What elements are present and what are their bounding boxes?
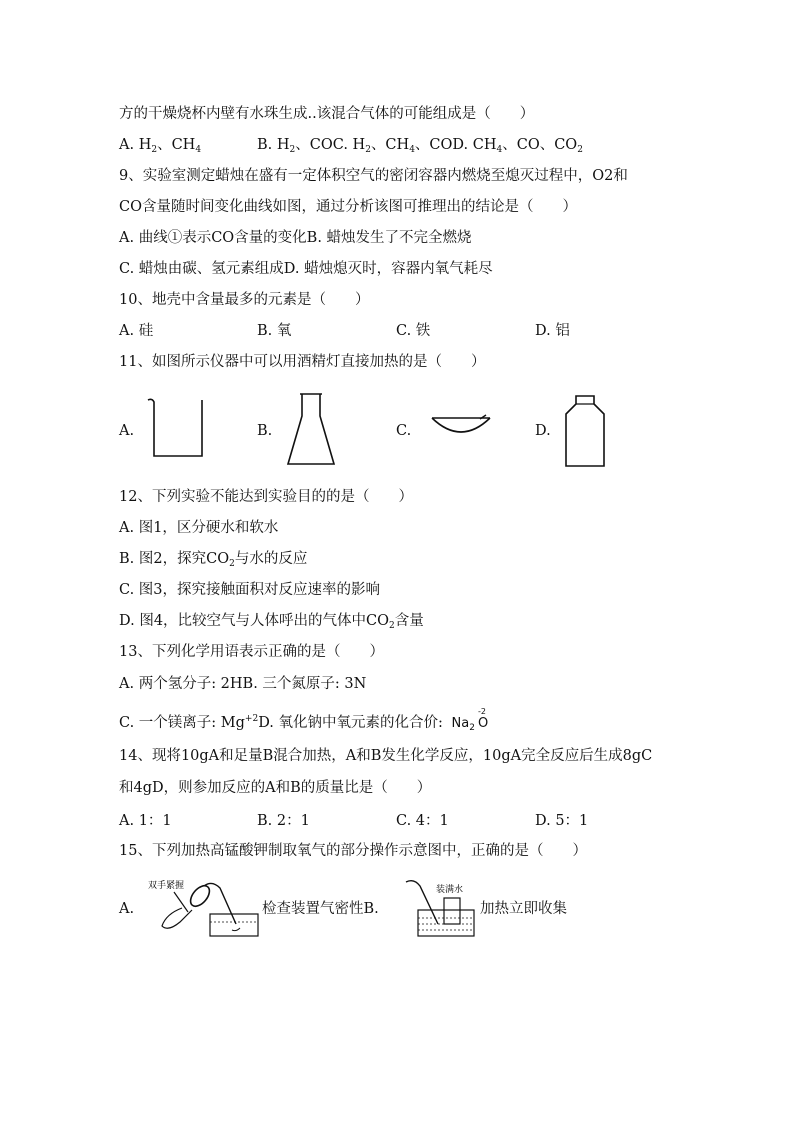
reagent-bottle-icon	[564, 394, 606, 468]
q14-stem-line2: 和4gD，则参加反应的A和B的质量比是（ ）	[119, 780, 432, 796]
q14-stem-line1: 14、现将10gA和足量B混合加热，A和B发生化学反应，10gA完全反应后生成8gC	[119, 748, 653, 764]
conical-flask-icon	[286, 392, 336, 468]
q9-stem-line2: CO含量随时间变化曲线如图，通过分析该图可推理出的结论是（ ）	[119, 199, 577, 215]
q14-option-c: C. 4：1	[396, 813, 449, 829]
q8-option-a: A. $H_2$、$CH_4$	[119, 137, 202, 155]
q13-option-cd: C. 一个镁离子: $Mg^{+2}D$. 氧化钠中氧元素的化合价: $Na_2$ -2 O	[119, 707, 489, 733]
beaker-icon	[146, 396, 206, 460]
q8-stem-tail: 方的干燥烧杯内壁有水珠生成..该混合气体的可能组成是（ ）	[119, 106, 535, 122]
q12-option-d: D. 图4，比较空气与人体呼出的气体中$CO_2$含量	[119, 613, 424, 631]
q14-option-b: B. 2：1	[257, 813, 310, 829]
sodium-oxide-formula: $Na_2$ -2 O	[451, 707, 489, 733]
filled-with-water-label: 装满水	[436, 885, 464, 895]
q12-option-b: B. 图2，探究$CO_2$与水的反应	[119, 551, 308, 569]
q14-option-a: A. 1：1	[119, 813, 172, 829]
q15-option-a: A.	[119, 901, 135, 917]
q11-option-d: D.	[535, 423, 551, 439]
q8-option-bcd: B. $H_2$、COC. $H_2$、$CH_4$、COD. $CH_4$、CO、$CO_2$	[257, 137, 583, 155]
evaporating-dish-icon	[430, 414, 492, 440]
q12-option-c: C. 图3，探究接触面积对反应速率的影响	[119, 582, 381, 598]
q10-stem: 10、地壳中含量最多的元素是（ ）	[119, 292, 370, 308]
q11-stem: 11、如图所示仪器中可以用酒精灯直接加热的是（ ）	[119, 354, 486, 370]
q13-option-ab: A. 两个氢分子: 2HB. 三个氮原子: 3N	[119, 676, 367, 692]
q12-option-a: A. 图1，区分硬水和软水	[119, 520, 279, 536]
q15-stem: 15、下列加热高锰酸钾制取氧气的部分操作示意图中，正确的是（ ）	[119, 843, 587, 859]
q15-option-b-text: 加热立即收集	[480, 901, 567, 917]
gas-collection-diagram	[400, 878, 476, 940]
q10-option-b: B. 氧	[257, 323, 292, 339]
q13-stem: 13、下列化学用语表示正确的是（ ）	[119, 644, 384, 660]
q15-option-a-text: 检查装置气密性B.	[262, 901, 379, 917]
q11-option-a: A.	[119, 423, 135, 439]
q11-option-c: C.	[396, 423, 412, 439]
hold-tube-label: 双手紧握	[148, 881, 185, 891]
q9-options-cd: C. 蜡烛由碳、氢元素组成D. 蜡烛熄灭时，容器内氧气耗尽	[119, 261, 493, 277]
q14-option-d: D. 5：1	[535, 813, 589, 829]
airtightness-check-diagram	[146, 880, 262, 938]
q10-option-d: D. 铝	[535, 323, 570, 339]
q11-option-b: B.	[257, 423, 273, 439]
q10-option-a: A. 硅	[119, 323, 154, 339]
q10-option-c: C. 铁	[396, 323, 431, 339]
q9-stem-line1: 9、实验室测定蜡烛在盛有一定体积空气的密闭容器内燃烧至熄灭过程中，O2和	[119, 168, 628, 184]
q9-options-ab: A. 曲线①表示CO含量的变化B. 蜡烛发生了不完全燃烧	[119, 230, 472, 246]
q12-stem: 12、下列实验不能达到实验目的的是（ ）	[119, 489, 413, 505]
